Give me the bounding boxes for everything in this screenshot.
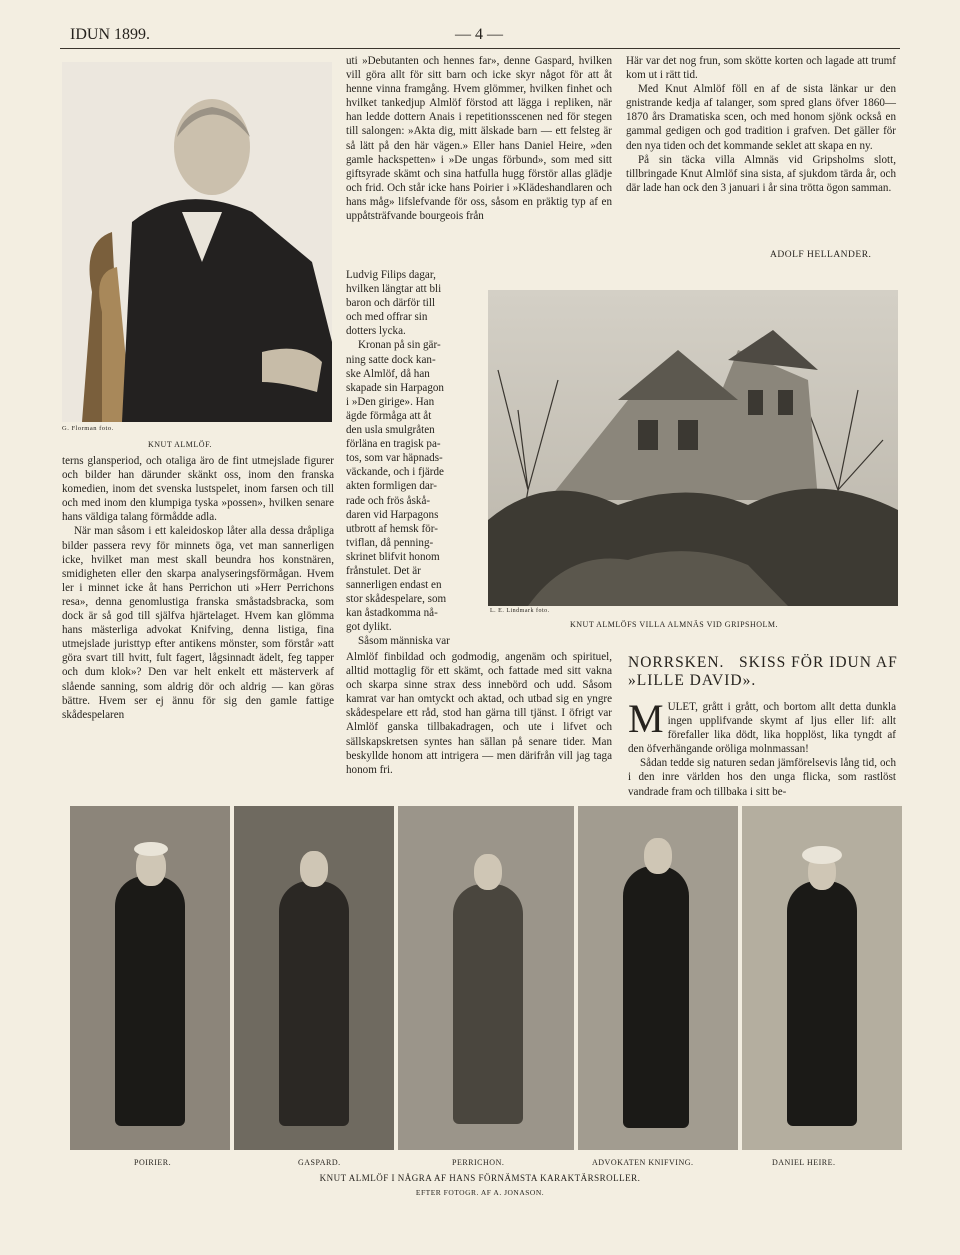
middle-column-bottom (346, 650, 612, 777)
role-photo-gaspard (234, 806, 394, 1150)
article2-title-line2: »LILLE DAVID». (628, 672, 757, 689)
roles-caption: KNUT ALMLÖF I NÅGRA AF HANS FÖRNÄMSTA KARAKTÄRSROLLER. (319, 1173, 641, 1183)
masthead: IDUN 1899. (70, 26, 150, 43)
narrow-line: frånstulet. Det är (346, 564, 421, 577)
narrow-line: stor skådespelare, som (346, 593, 447, 606)
narrow-line: förläna en tragisk pa- (346, 438, 441, 451)
narrow-line: väckande, och i fjärde (346, 466, 444, 479)
middle-paragraph-top: uti »Debutanten och hennes far», denne Gaspard, hvilken vill göra allt för sitt barn och icke skyr något för att åt henne vinna framgång. Hvem glömmer, hvilken finhet och hvilket tankedjup Almlöf förstod att lägga i repliken, när han ledde dottern Anais i repetitionsscenen ned för stegen till salongen: »Akta dig, mitt älskade barn — ett felsteg är så lätt på den här vägen.» Eller hans Daniel Heire, »den gamle hackspetten» i »De ungas förbund», som med sitt giftsyrade skämt och sina hatfulla hugg förstör allas glädje och frid. Och står icke hans Poirier i »Klädeshandlaren och hans måg» lifslefvande för oss, såsom en präktig typ af en uppåtsträfvande bourgeois från (346, 55, 612, 223)
role-label-heire: DANIEL HEIRE. (772, 1158, 836, 1167)
portrait-illustration (62, 62, 332, 422)
narrow-line: baron och därför till (346, 297, 436, 310)
narrow-line: i »Den girige». Han (346, 395, 435, 408)
narrow-line: Kronan på sin gär- (358, 339, 441, 352)
narrow-line: ägde förmåga att åt (346, 409, 432, 422)
header-rule (60, 48, 900, 49)
figure (787, 881, 857, 1126)
portrait-photographer: G. Florman foto. (62, 425, 114, 432)
villa-photographer: L. E. Lindmark foto. (490, 608, 550, 614)
narrow-line: sannerligen endast en (346, 579, 442, 592)
article2-title (628, 654, 898, 690)
narrow-line: utbrott af hemsk för- (346, 522, 438, 535)
hair (802, 846, 842, 864)
role-photo-knifving (578, 806, 738, 1150)
page-number: — 4 — (455, 26, 503, 43)
narrow-line: hvilken längtar att bli (346, 283, 442, 296)
figure (279, 881, 349, 1126)
narrow-line: rade och frös åskå- (346, 494, 431, 507)
villa-illustration (488, 290, 898, 606)
portrait-caption: KNUT ALMLÖF. (148, 440, 212, 449)
role-photo-heire (742, 806, 902, 1150)
figure (623, 866, 689, 1128)
figure (115, 876, 185, 1126)
drop-cap: M (628, 696, 664, 741)
middle-paragraph-bottom: Almlöf finbildad och godmodig, angenäm och spirituel, alltid mottaglig för ett skämt, och fattade med sitt vakna och skarpa sinne strax dess innebörd och udd. Såsom kamrat var han omtyckt och aktad, och utbad sig en yngre skådespelare ett råd, stod han gärna till tjänst. I öfrigt var Almlöf ganska tillbakadragen, och ute i lifvet och sällskapskretsen syntes han sällan på senare tider. Man beskyllde honom att intrigera — men därifrån vill jag taga honom fri. (346, 651, 612, 776)
narrow-line: skapade sin Harpagon (346, 381, 444, 394)
middle-column-narrow (346, 268, 474, 649)
role-label-gaspard: GASPARD. (298, 1158, 341, 1167)
face (474, 854, 502, 890)
role-photo-perrichon (398, 806, 574, 1150)
narrow-line: skrinet blifvit honom (346, 550, 440, 563)
narrow-line: ske Almlöf, då han (346, 367, 430, 380)
right-column (626, 54, 896, 195)
hair (134, 842, 168, 856)
narrow-line: och med offrar sin (346, 311, 428, 324)
roles-strip (70, 806, 902, 1150)
role-label-poirier: POIRIER. (134, 1158, 172, 1167)
narrow-line: Såsom människa var (358, 635, 450, 648)
narrow-line: den usla smulgråten (346, 424, 435, 437)
narrow-line: Ludvig Filips dagar, (346, 269, 436, 281)
signature: ADOLF HELLANDER. (770, 250, 872, 260)
right-paragraph-2: Med Knut Almlöf föll en af de sista länkar ur den gnistrande kedja af talanger, som spred glans öfver 1860—1870 års Dramatiska scen, och med honom sjönk också en gammal gedigen och god tradition i grafven. Det gäller för den nya tiden och det kommande seklet att skapa en ny. (626, 83, 896, 152)
narrow-line: dotters lycka. (346, 325, 406, 338)
left-paragraph-2: När man såsom i ett kaleidoskop låter alla dessa dråpliga bilder passera revy för minnets öga, vet man sannerligen icke, hvilket man mest skall beundra hos konstnären, smidigheten eller den skarpa analyseringsförmågan. Hvem ler i minnet icke åt hans Perrichon uti »Herr Perrichons resa», denna genomlustiga franska småstadsbracka, som dock är så god till själfva hjärtelaget. Hvem kan glömma hans mästerliga advokat Knifving, denna listiga, fina utmejslade juristtyp efter antikens mönster, som förstår »att göra svart till hvitt, fult fagert, lågsinnadt ädelt, feg tapper och dum klok»? Den var helt enkelt ett mästerverk af slående sanning, som aldrig dör och aldrig — kan göras bättre. Hvem ser ej ännu för sig den gamle fattige skådespelaren (62, 525, 334, 721)
article2-text-2: Sådan tedde sig naturen sedan jämförelsevis lång tid, och i den inre världen hos den unga flicka, som rastlöst vandrade fram och tillbaka i sitt be- (628, 757, 896, 798)
face (300, 851, 328, 887)
left-column (62, 454, 334, 722)
villa-caption: KNUT ALMLÖFS VILLA ALMNÄS VID GRIPSHOLM. (570, 620, 779, 629)
article2-title-line1: NORRSKEN. SKISS FÖR IDUN AF (628, 654, 898, 671)
face (644, 838, 672, 874)
narrow-line: ning satte dock kan- (346, 353, 436, 366)
article2-body (628, 696, 896, 799)
narrow-line: kan åstadkomma nå- (346, 607, 438, 620)
narrow-line: got dylikt. (346, 621, 392, 634)
narrow-line: tviflan, då penning- (346, 536, 434, 549)
right-paragraph-1: Här var det nog frun, som skötte korten och lagade att trumf kom ut i rätt tid. (626, 55, 896, 82)
role-photo-poirier (70, 806, 230, 1150)
narrow-line: daren vid Harpagons (346, 508, 439, 521)
roles-photo-credit: EFTER FOTOGR. AF A. JONASON. (415, 1188, 545, 1197)
figure (453, 884, 523, 1124)
right-paragraph-3: På sin täcka villa Almnäs vid Gripsholms slott, tillbringade Knut Almlöf sina sista, af sjukdom tärda år, och där lade han ock den 3 januari i år sina trötta ögon samman. (626, 153, 896, 194)
narrow-line: tos, som var häpnads- (346, 452, 443, 465)
role-label-knifving: ADVOKATEN KNIFVING. (592, 1158, 694, 1167)
left-paragraph-1: terns glansperiod, och otaliga äro de fint utmejslade figurer och bilder han därunder skänkt oss, inom den franska komedien, inom det svenska lustspelet, inom farsen och till och med inom den klumpiga tyska »possen», hvilken senare hans väldiga talang förmådde adla. (62, 455, 334, 524)
narrow-line: akten formligen dar- (346, 480, 437, 493)
villa-photo (488, 290, 898, 606)
article2-text-1: ULET, grått i grått, och bortom allt detta dunkla ingen upplifvande skymt af ljus eller lif: allt förefaller lika dödt, lika hopplöst, lika tyngdt af den öfverhängande oröliga molnmassan! (628, 701, 896, 756)
role-label-perrichon: PERRICHON. (452, 1158, 505, 1167)
middle-column-top (346, 54, 612, 223)
portrait-photo (62, 62, 332, 422)
